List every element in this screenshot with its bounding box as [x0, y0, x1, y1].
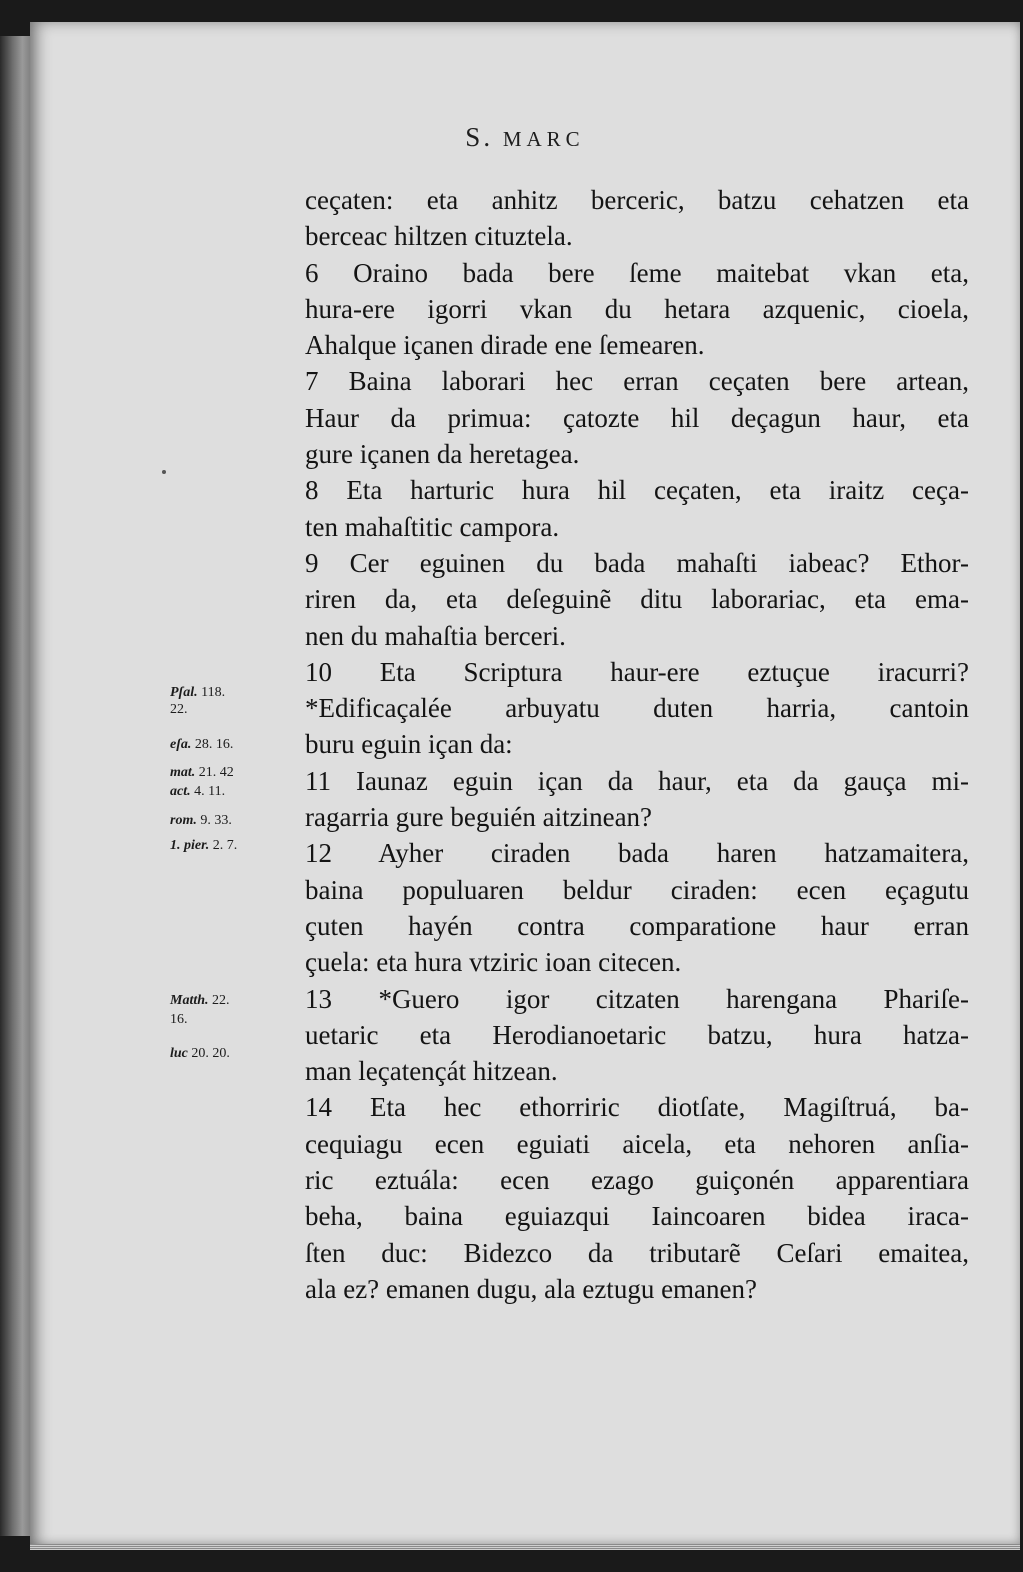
margin-note-ref: 20. 20.	[191, 1046, 230, 1061]
text-line: 8 Eta harturic hura hil ceçaten, eta iraitz ceça-	[305, 475, 969, 506]
text-line: berceac hiltzen cituztela.	[305, 221, 573, 252]
text-line: Haur da primua: çatozte hil deçagun haur, eta	[305, 402, 969, 433]
book-page	[30, 22, 1020, 1550]
text-line: nen du mahaſtia berceri.	[305, 620, 566, 651]
main-text	[305, 182, 969, 1307]
margin-note-ref: 22.	[212, 993, 230, 1008]
book-spine	[0, 36, 32, 1536]
text-line: 12 Ayher ciraden bada haren hatzamaitera,	[305, 838, 969, 869]
text-line: uetaric eta Herodianoetaric batzu, hura hatza-	[305, 1019, 969, 1050]
text-line: Ahalque içanen dirade ene ſemearen.	[305, 330, 705, 361]
text-line: 7 Baina laborari hec erran ceçaten bere artean,	[305, 366, 969, 397]
text-line: ceçaten: eta anhitz berceric, batzu cehatzen eta	[305, 185, 969, 215]
margin-note-book: eſa.	[170, 737, 192, 752]
text-line: ric eztuála: ecen ezago guiçonén apparentiara	[305, 1165, 969, 1196]
text-line: beha, baina eguiazqui Iaincoaren bidea iraca-	[305, 1201, 969, 1232]
margin-note-book: rom.	[170, 813, 197, 828]
margin-note-book: luc	[170, 1046, 188, 1061]
margin-note-book: act.	[170, 784, 191, 799]
margin-note	[170, 837, 310, 854]
margin-note	[170, 764, 310, 781]
margin-note-ref: 2. 7.	[212, 838, 238, 853]
margin-note-ref: 28. 16.	[194, 737, 234, 752]
text-line: 6 Oraino bada bere ſeme maitebat vkan eta,	[305, 257, 969, 288]
margin-note	[170, 1011, 310, 1028]
margin-note-ref: 118.	[201, 685, 226, 700]
text-line: buru eguin içan da:	[305, 729, 513, 760]
margin-note-book: mat.	[170, 765, 196, 780]
margin-note-book: Pſal.	[170, 685, 198, 700]
text-line: ragarria gure beguién aitzinean?	[305, 802, 653, 833]
text-line: 11 Iaunaz eguin içan da haur, eta da gauça mi-	[305, 765, 969, 796]
text-line: riren da, eta deſeguinẽ ditu laborariac, eta ema-	[305, 584, 969, 615]
text-line: ſten duc: Bidezco da tributarẽ Ceſari emaitea,	[305, 1237, 969, 1268]
running-head-initial: S.	[465, 122, 494, 152]
running-head-title: MARC	[502, 127, 585, 151]
text-line: 13 *Guero igor citzaten harengana Phariſe-	[305, 983, 969, 1014]
page-edge	[30, 1544, 1020, 1550]
text-line: çuten hayén contra comparatione haur erran	[305, 910, 969, 941]
text-line: 9 Cer eguinen du bada mahaſti iabeac? Ethor-	[305, 547, 969, 578]
margin-note-ref: 22.	[170, 702, 188, 717]
margin-note	[170, 701, 310, 718]
text-line: hura-ere igorri vkan du hetara azquenic, cioela,	[305, 293, 969, 324]
text-line: 10 Eta Scriptura haur-ere eztuçue iracurri?	[305, 656, 969, 687]
text-line: 14 Eta hec ethorriric diotſate, Magiſtruá, ba-	[305, 1092, 969, 1123]
margin-note-ref: 4. 11.	[194, 784, 226, 799]
text-line: cequiagu ecen eguiati aicela, eta nehoren anſia-	[305, 1128, 969, 1159]
text-line: man leçatençát hitzean.	[305, 1056, 558, 1087]
margin-note-ref: 9. 33.	[200, 813, 232, 828]
text-line: ten mahaſtitic campora.	[305, 511, 560, 542]
text-line: çuela: eta hura vtziric ioan citecen.	[305, 947, 682, 978]
margin-note	[170, 783, 310, 800]
margin-note-ref: 21. 42	[198, 765, 234, 780]
margin-note	[170, 736, 310, 753]
margin-note-book: Matth.	[170, 993, 209, 1008]
margin-note	[170, 992, 310, 1009]
running-head	[30, 122, 1020, 153]
ink-speck	[162, 470, 166, 474]
text-line: baina populuaren beldur ciraden: ecen eçagutu	[305, 874, 969, 905]
text-line: ala ez? emanen dugu, ala eztugu emanen?	[305, 1273, 757, 1304]
margin-note	[170, 1045, 310, 1062]
text-line: gure içanen da heretagea.	[305, 439, 580, 470]
margin-note-book: 1. pier.	[170, 838, 210, 853]
text-line: *Edificaçalée arbuyatu duten harria, cantoin	[305, 693, 969, 724]
margin-note-ref: 16.	[170, 1012, 188, 1027]
margin-note	[170, 812, 310, 829]
margin-note	[170, 684, 310, 701]
